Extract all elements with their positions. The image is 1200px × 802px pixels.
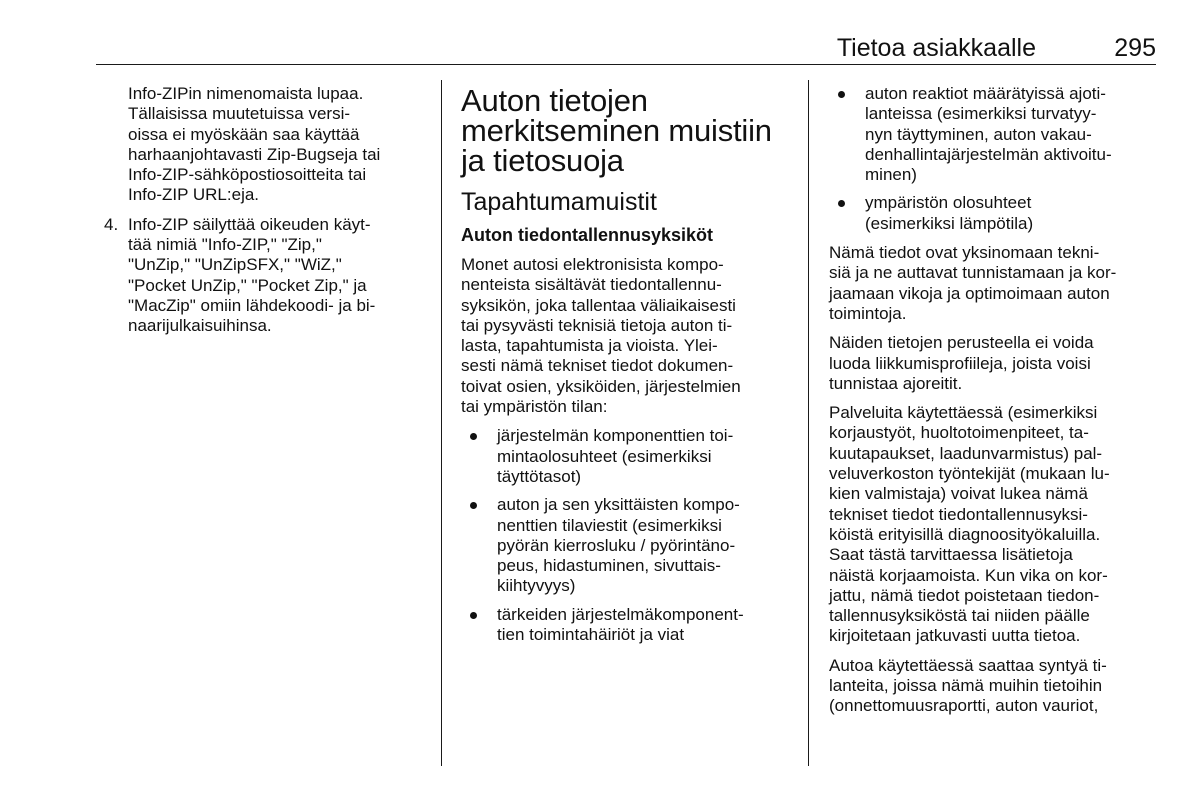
text-line: (esimerkiksi lämpötila) — [865, 213, 1034, 233]
item-number: 4. — [104, 214, 119, 234]
text-line: ympäristön olosuhteet — [865, 193, 1032, 213]
column-divider-right — [808, 80, 809, 766]
text-line: harhaanjohtavasti Zip-Bugseja tai — [128, 144, 381, 164]
text-line: tien toimintahäiriöt ja viat — [497, 625, 685, 645]
text-line: minen) — [865, 165, 917, 185]
bullet-icon — [838, 200, 845, 207]
column-middle — [461, 84, 791, 654]
list-item-continuation — [128, 84, 434, 206]
text-line: lanteita, joissa nämä muihin tietoihin — [829, 676, 1103, 696]
text-line: tai ympäristön tilan: — [461, 397, 608, 417]
text-line: Monet autosi elektronisista kompo- — [461, 255, 724, 274]
text-line: Info-ZIP URL:eja. — [128, 185, 260, 205]
text-line: tunnistaa ajoreitit. — [829, 373, 963, 393]
text-line: köistä erityisillä diagnoosityökaluilla. — [829, 524, 1101, 544]
text-line: "Pocket UnZip," "Pocket Zip," ja — [128, 275, 367, 295]
text-line: näistä korjaamoista. Kun vika on kor- — [829, 565, 1108, 585]
text-line: Saat tästä tarvittaessa lisätietoja — [829, 545, 1073, 565]
text-line: (onnettomuusraportti, auton vauriot, — [829, 696, 1099, 716]
text-line: tallennusyksiköstä tai niiden päälle — [829, 606, 1090, 626]
text-line: mintaolosuhteet (esimerkiksi — [497, 446, 712, 466]
text-line: tai pysyvästi teknisiä tietoja auton ti- — [461, 315, 733, 335]
text-line: syksikön, joka tallentaa väliaikaisesti — [461, 295, 736, 315]
text-line: sesti nämä tekniset tiedot dokumen- — [461, 356, 734, 376]
text-line: tekniset tiedot tiedontallennusyksi- — [829, 504, 1088, 524]
bullet-icon — [838, 91, 845, 98]
text-line: oissa ei myöskään saa käyttää — [128, 124, 360, 144]
text-line: tärkeiden järjestelmäkomponent- — [497, 604, 744, 624]
text-line: jaamaan vikoja ja optimoimaan auton — [829, 283, 1110, 303]
column-left — [104, 84, 434, 337]
list-item — [461, 495, 791, 596]
text-line: kirjoitetaan jatkuvasti uutta tietoa. — [829, 626, 1081, 646]
text-line: auton ja sen yksittäisten kompo- — [497, 495, 740, 515]
bullet-list — [461, 426, 791, 645]
text-line: naarijulkaisuihinsa. — [128, 316, 272, 336]
list-item — [461, 605, 791, 646]
text-line: nyn täyttyminen, auton vakau- — [865, 124, 1092, 144]
text-line: korjaustyöt, huoltotoimenpiteet, ta- — [829, 423, 1089, 443]
text-line: Nämä tiedot ovat yksinomaan tekni- — [829, 243, 1100, 263]
paragraph — [829, 333, 1154, 394]
text-line: lanteissa (esimerkiksi turvatyy- — [865, 104, 1097, 124]
text-line: "MacZip" omiin lähdekoodi- ja bi- — [128, 295, 376, 315]
text-line: toimintoja. — [829, 303, 907, 323]
paragraph — [829, 403, 1154, 647]
column-right — [829, 84, 1154, 726]
list-item — [829, 193, 1154, 234]
text-line: denhallintajärjestelmän aktivoitu- — [865, 144, 1112, 164]
text-line: nenteista sisältävät tiedontallennu- — [461, 275, 722, 295]
header-title: Tietoa asiakkaalle — [836, 34, 1036, 62]
column-divider-left — [441, 80, 442, 766]
text-line: peus, hidastuminen, sivuttais- — [497, 556, 721, 576]
paragraph — [829, 656, 1154, 717]
section-subheading: Auton tiedontallennusyksiköt — [461, 225, 714, 245]
list-item — [461, 426, 791, 487]
text-line: nenttien tilaviestit (esimerkiksi — [497, 515, 722, 535]
text-line: pyörän kierrosluku / pyörintäno- — [497, 535, 736, 555]
text-line: kien valmistaja) voivat lukea nämä — [829, 484, 1088, 504]
title-line: Auton tietojen — [461, 83, 648, 118]
text-line: luoda liikkumisprofiileja, joista voisi — [829, 353, 1091, 373]
text-line: jattu, nämä tiedot poistetaan tiedon- — [829, 585, 1100, 605]
text-line: auton reaktiot määrätyissä ajoti- — [865, 84, 1106, 103]
text-line: Info-ZIP-sähköpostiosoitteita tai — [128, 165, 367, 185]
numbered-item-4 — [104, 215, 434, 337]
text-line: Palveluita käytettäessä (esimerkiksi — [829, 403, 1098, 423]
page-number: 295 — [1114, 34, 1156, 62]
text-line: Tällaisissa muutetuissa versi- — [128, 104, 351, 124]
text-line: tää nimiä "Info-ZIP," "Zip," — [128, 235, 322, 255]
list-item — [829, 84, 1154, 185]
bullet-icon — [470, 433, 477, 440]
text-line: Info-ZIPin nimenomaista lupaa. — [128, 84, 364, 103]
section-subtitle: Tapahtumamuistit — [461, 188, 657, 216]
text-line: lasta, tapahtumista ja vioista. Ylei- — [461, 336, 718, 356]
title-line: ja tietosuoja — [461, 143, 624, 178]
text-line: täyttötasot) — [497, 466, 582, 486]
intro-paragraph — [461, 255, 791, 417]
text-line: kiihtyvyys) — [497, 576, 576, 596]
text-line: toivat osien, yksiköiden, järjestelmien — [461, 376, 741, 396]
bullet-icon — [470, 612, 477, 619]
bullet-icon — [470, 502, 477, 509]
text-line: Info-ZIP säilyttää oikeuden käyt- — [128, 214, 371, 234]
page-header — [96, 30, 1156, 65]
text-line: kuutapaukset, laadunvarmistus) pal- — [829, 443, 1103, 463]
text-line: siä ja ne auttavat tunnistamaan ja kor- — [829, 263, 1117, 283]
text-line: "UnZip," "UnZipSFX," "WiZ," — [128, 255, 342, 275]
text-line: veluverkoston työntekijät (mukaan lu- — [829, 464, 1110, 484]
title-line: merkitseminen muistiin — [461, 113, 772, 148]
bullet-list — [829, 84, 1154, 234]
text-line: Autoa käytettäessä saattaa syntyä ti- — [829, 655, 1107, 675]
text-line: järjestelmän komponenttien toi- — [497, 426, 734, 446]
paragraph — [829, 243, 1154, 324]
section-title — [461, 83, 791, 178]
text-line: Näiden tietojen perusteella ei voida — [829, 333, 1094, 353]
